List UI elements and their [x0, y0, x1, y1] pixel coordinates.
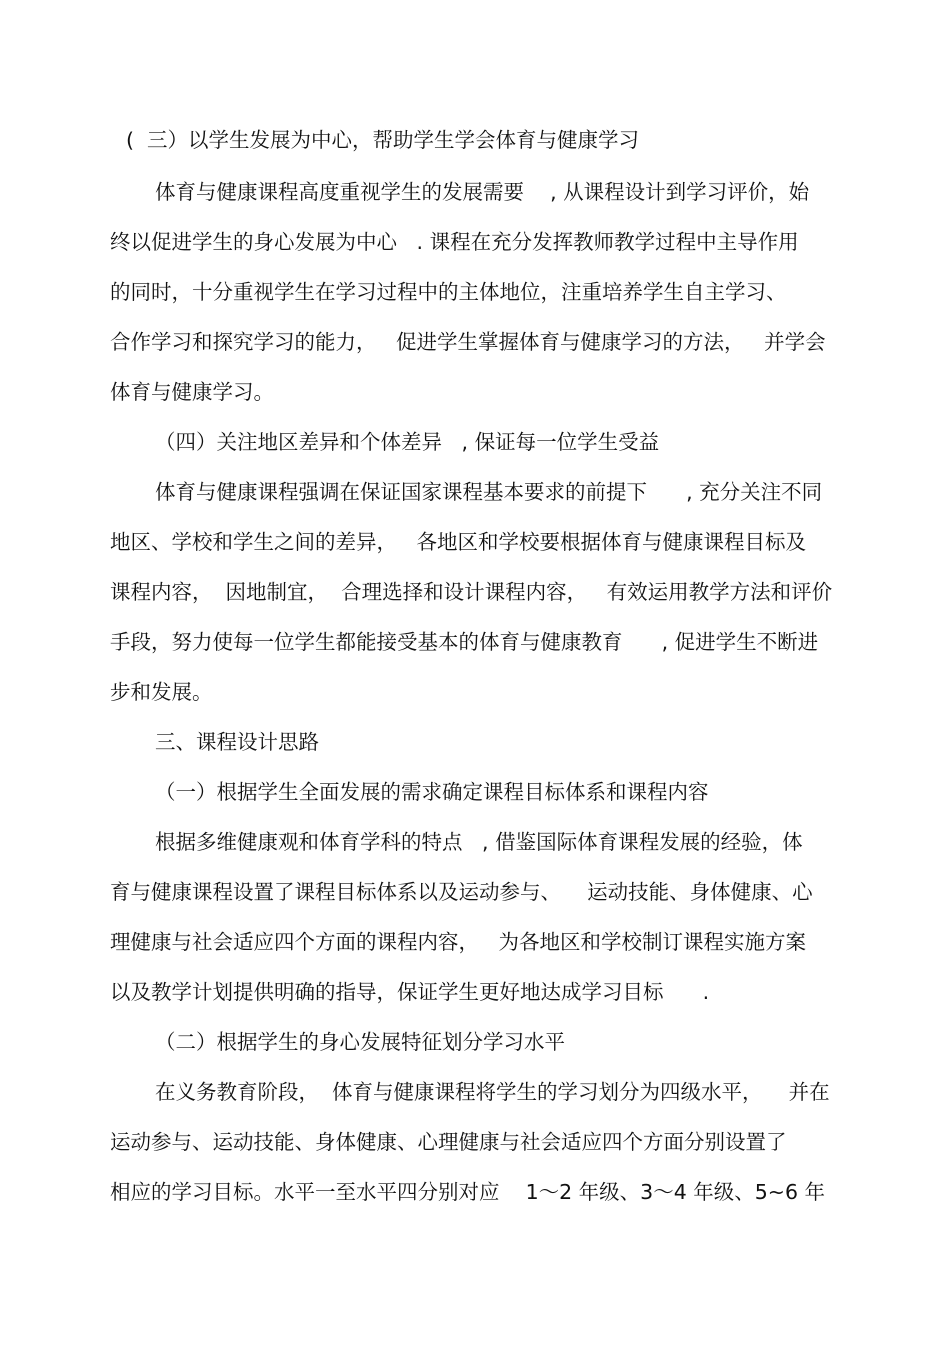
paragraph-line: 运动参与、运动技能、身体健康、心理健康与社会适应四个方面分别设置了: [110, 1130, 787, 1154]
paragraph-line: 步和发展。: [110, 680, 213, 704]
heading-4-regional-differences: （四）关注地区差异和个体差异 , 保证每一位学生受益: [155, 430, 660, 454]
paragraph-line: 终以促进学生的身心发展为中心 . 课程在充分发挥教师教学过程中主导作用: [110, 230, 799, 254]
paragraph-line: 以及教学计划提供明确的指导，保证学生更好地达成学习目标 .: [110, 980, 710, 1004]
paragraph-line: 体育与健康课程高度重视学生的发展需要 , 从课程设计到学习评价，始: [155, 180, 810, 204]
paragraph-line: 地区、学校和学生之间的差异， 各地区和学校要根据体育与健康课程目标及: [110, 530, 807, 554]
paragraph-line: 体育与健康学习。: [110, 380, 274, 404]
paragraph-line: 相应的学习目标。水平一至水平四分别对应 1～2 年级、3～4 年级、5~6 年: [110, 1180, 826, 1204]
paragraph-line: 手段，努力使每一位学生都能接受基本的体育与健康教育 , 促进学生不断进: [110, 630, 819, 654]
section-heading-course-design: 三、课程设计思路: [155, 730, 319, 754]
paragraph-line: 育与健康课程设置了课程目标体系以及运动参与、 运动技能、身体健康、心: [110, 880, 813, 904]
heading-2-learning-levels: （二）根据学生的身心发展特征划分学习水平: [155, 1030, 565, 1054]
paragraph-line: 课程内容， 因地制宜， 合理选择和设计课程内容， 有效运用教学方法和评价: [110, 580, 833, 604]
heading-3-learner-centered: ( 三）以学生发展为中心，帮助学生学会体育与健康学习: [126, 128, 640, 152]
paragraph-line: 理健康与社会适应四个方面的课程内容， 为各地区和学校制订课程实施方案: [110, 930, 807, 954]
paragraph-line: 合作学习和探究学习的能力， 促进学生掌握体育与健康学习的方法， 并学会: [110, 330, 826, 354]
heading-1-goals-and-content: （一）根据学生全面发展的需求确定课程目标体系和课程内容: [155, 780, 709, 804]
paragraph-line: 在义务教育阶段， 体育与健康课程将学生的学习划分为四级水平， 并在: [155, 1080, 830, 1104]
paragraph-line: 体育与健康课程强调在保证国家课程基本要求的前提下 , 充分关注不同: [155, 480, 823, 504]
paragraph-line: 根据多维健康观和体育学科的特点 , 借鉴国际体育课程发展的经验，体: [155, 830, 803, 854]
paragraph-line: 的同时，十分重视学生在学习过程中的主体地位，注重培养学生自主学习、: [110, 280, 787, 304]
